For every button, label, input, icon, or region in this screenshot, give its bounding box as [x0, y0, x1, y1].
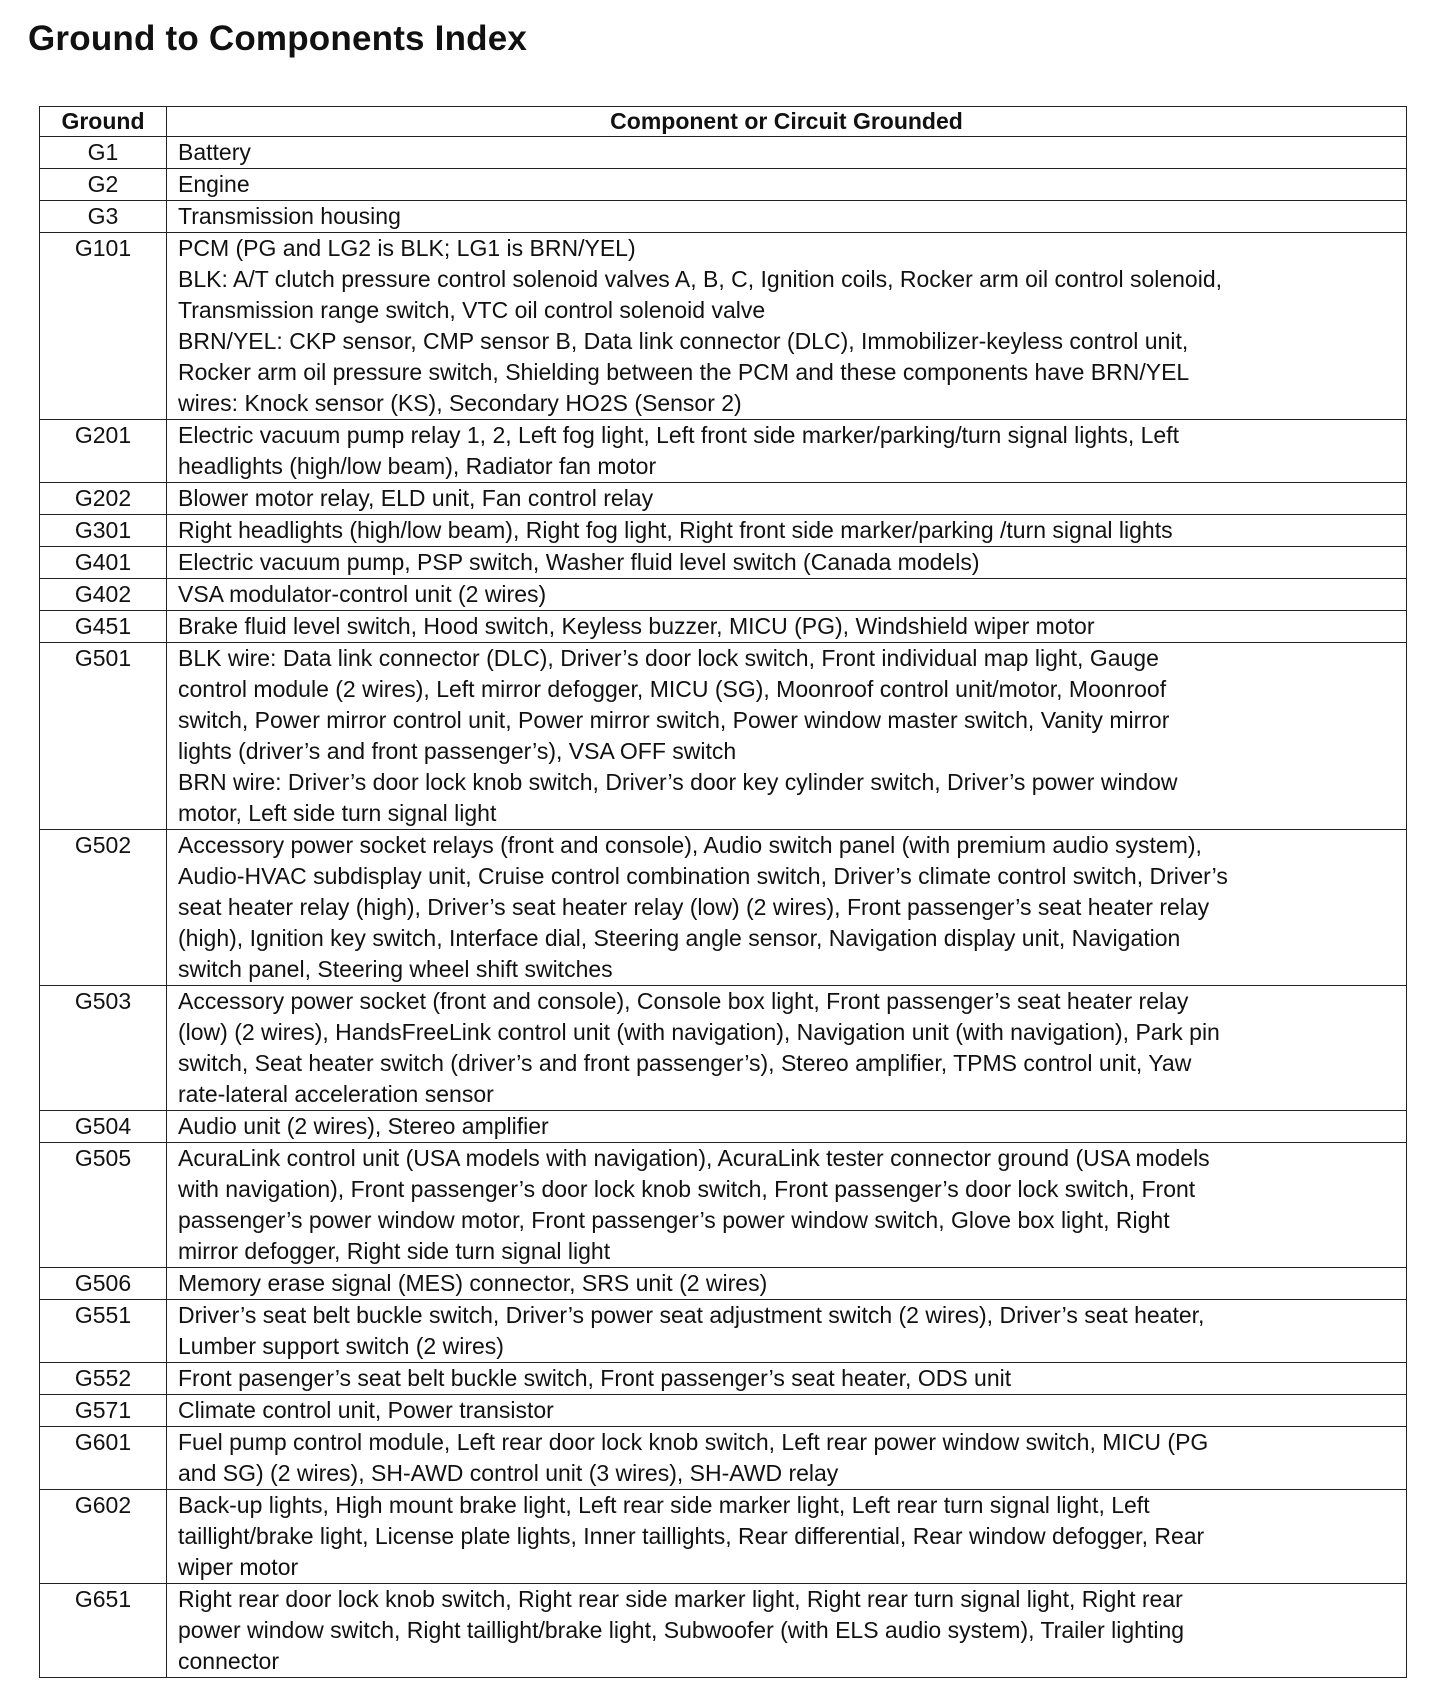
component-line: Accessory power socket relays (front and console), Audio switch panel (with premium audio system),	[178, 832, 1202, 858]
component-line: taillight/brake light, License plate lights, Inner taillights, Rear differential, Rear window defogger, Rear	[178, 1523, 1205, 1549]
component-line: (high), Ignition key switch, Interface dial, Steering angle sensor, Navigation display unit, Navigation	[178, 925, 1181, 951]
component-line: power window switch, Right taillight/brake light, Subwoofer (with ELS audio system), Trailer lighting	[178, 1617, 1185, 1643]
components-cell	[167, 1395, 1407, 1427]
components-cell	[167, 1584, 1407, 1678]
component-line: wires: Knock sensor (KS), Secondary HO2S (Sensor 2)	[178, 390, 742, 416]
component-line: and SG) (2 wires), SH-AWD control unit (3 wires), SH-AWD relay	[178, 1460, 839, 1486]
table-row	[40, 1300, 1407, 1363]
table-row	[40, 1268, 1407, 1300]
component-line: Back-up lights, High mount brake light, Left rear side marker light, Left rear turn signal light, Left	[178, 1492, 1150, 1518]
component-line: Electric vacuum pump relay 1, 2, Left fog light, Left front side marker/parking/turn signal lights, Left	[178, 422, 1179, 448]
components-cell	[167, 515, 1407, 547]
table-row	[40, 420, 1407, 483]
components-cell	[167, 420, 1407, 483]
component-line: Battery	[178, 139, 251, 165]
components-cell	[167, 1427, 1407, 1490]
ground-id-cell: G3	[40, 201, 167, 233]
table-row	[40, 547, 1407, 579]
components-cell	[167, 1143, 1407, 1268]
component-line: rate-lateral acceleration sensor	[178, 1081, 494, 1107]
component-line: Front pasenger’s seat belt buckle switch, Front passenger’s seat heater, ODS unit	[178, 1365, 1012, 1391]
components-cell	[167, 1268, 1407, 1300]
components-cell	[167, 201, 1407, 233]
ground-id-cell: G602	[40, 1490, 167, 1584]
component-line: switch panel, Steering wheel shift switches	[178, 956, 613, 982]
component-line: Electric vacuum pump, PSP switch, Washer fluid level switch (Canada models)	[178, 549, 980, 575]
component-line: VSA modulator-control unit (2 wires)	[178, 581, 547, 607]
ground-column-header: Ground	[40, 107, 167, 137]
component-line: Lumber support switch (2 wires)	[178, 1333, 504, 1359]
components-cell	[167, 830, 1407, 986]
component-line: Driver’s seat belt buckle switch, Driver’s power seat adjustment switch (2 wires), Driver’s seat heater,	[178, 1302, 1205, 1328]
table-row	[40, 611, 1407, 643]
components-cell	[167, 643, 1407, 830]
components-cell	[167, 547, 1407, 579]
table-row	[40, 1490, 1407, 1584]
component-line: with navigation), Front passenger’s door lock knob switch, Front passenger’s door lock switch, Front	[178, 1176, 1196, 1202]
component-line: Right rear door lock knob switch, Right rear side marker light, Right rear turn signal light, Right rear	[178, 1586, 1183, 1612]
component-line: Audio-HVAC subdisplay unit, Cruise control combination switch, Driver’s climate control switch, Driver’s	[178, 863, 1228, 889]
table-row	[40, 643, 1407, 830]
component-line: Engine	[178, 171, 250, 197]
components-cell	[167, 579, 1407, 611]
table-row	[40, 830, 1407, 986]
ground-id-cell: G202	[40, 483, 167, 515]
ground-id-cell: G651	[40, 1584, 167, 1678]
component-line: PCM (PG and LG2 is BLK; LG1 is BRN/YEL)	[178, 235, 636, 261]
ground-id-cell: G201	[40, 420, 167, 483]
table-row	[40, 515, 1407, 547]
table-row	[40, 579, 1407, 611]
component-line: Brake fluid level switch, Hood switch, Keyless buzzer, MICU (PG), Windshield wiper motor	[178, 613, 1095, 639]
table-row	[40, 201, 1407, 233]
table-row	[40, 1111, 1407, 1143]
table-row	[40, 1363, 1407, 1395]
component-line: switch, Power mirror control unit, Power mirror switch, Power window master switch, Vanity mirror	[178, 707, 1170, 733]
component-line: motor, Left side turn signal light	[178, 800, 497, 826]
component-line: Climate control unit, Power transistor	[178, 1397, 554, 1423]
ground-index-table	[39, 106, 1407, 1678]
component-line: Rocker arm oil pressure switch, Shielding between the PCM and these components have BRN/YEL	[178, 359, 1190, 385]
table-row	[40, 483, 1407, 515]
table-row	[40, 1143, 1407, 1268]
table-row	[40, 169, 1407, 201]
table-row	[40, 137, 1407, 169]
component-line: seat heater relay (high), Driver’s seat heater relay (low) (2 wires), Front passenger’s seat heater relay	[178, 894, 1210, 920]
ground-id-cell: G502	[40, 830, 167, 986]
components-cell	[167, 611, 1407, 643]
component-line: control module (2 wires), Left mirror defogger, MICU (SG), Moonroof control unit/motor, Moonroof	[178, 676, 1167, 702]
table-row	[40, 1395, 1407, 1427]
components-column-header: Component or Circuit Grounded	[167, 107, 1407, 137]
components-cell	[167, 169, 1407, 201]
component-line: BRN wire: Driver’s door lock knob switch, Driver’s door key cylinder switch, Driver’s power window	[178, 769, 1178, 795]
components-cell	[167, 986, 1407, 1111]
ground-id-cell: G1	[40, 137, 167, 169]
ground-id-cell: G505	[40, 1143, 167, 1268]
ground-id-cell: G501	[40, 643, 167, 830]
component-line: switch, Seat heater switch (driver’s and front passenger’s), Stereo amplifier, TPMS control unit, Yaw	[178, 1050, 1192, 1076]
component-line: lights (driver’s and front passenger’s), VSA OFF switch	[178, 738, 737, 764]
table-row	[40, 1427, 1407, 1490]
page-title: Ground to Components Index	[28, 19, 528, 58]
ground-id-cell: G503	[40, 986, 167, 1111]
components-cell	[167, 483, 1407, 515]
ground-id-cell: G451	[40, 611, 167, 643]
component-line: AcuraLink control unit (USA models with navigation), AcuraLink tester connector ground (USA models	[178, 1145, 1210, 1171]
ground-id-cell: G401	[40, 547, 167, 579]
component-line: headlights (high/low beam), Radiator fan motor	[178, 453, 657, 479]
table-header-row	[40, 107, 1407, 137]
component-line: connector	[178, 1648, 280, 1674]
components-cell	[167, 1111, 1407, 1143]
ground-id-cell: G506	[40, 1268, 167, 1300]
component-line: Accessory power socket (front and console), Console box light, Front passenger’s seat heater relay	[178, 988, 1189, 1014]
component-line: Transmission housing	[178, 203, 401, 229]
ground-id-cell: G552	[40, 1363, 167, 1395]
component-line: Audio unit (2 wires), Stereo amplifier	[178, 1113, 549, 1139]
component-line: mirror defogger, Right side turn signal light	[178, 1238, 611, 1264]
component-line: Blower motor relay, ELD unit, Fan control relay	[178, 485, 654, 511]
component-line: Fuel pump control module, Left rear door lock knob switch, Left rear power window switch, MICU (PG	[178, 1429, 1209, 1455]
component-line: (low) (2 wires), HandsFreeLink control unit (with navigation), Navigation unit (with navigation), Park pin	[178, 1019, 1220, 1045]
ground-id-cell: G101	[40, 233, 167, 420]
table-row	[40, 233, 1407, 420]
component-line: Transmission range switch, VTC oil control solenoid valve	[178, 297, 766, 323]
table-body	[40, 137, 1407, 1678]
components-cell	[167, 1363, 1407, 1395]
components-cell	[167, 137, 1407, 169]
component-line: Right headlights (high/low beam), Right fog light, Right front side marker/parking /turn signal lights	[178, 517, 1173, 543]
ground-id-cell: G571	[40, 1395, 167, 1427]
component-line: BLK wire: Data link connector (DLC), Driver’s door lock switch, Front individual map light, Gauge	[178, 645, 1159, 671]
ground-id-cell: G2	[40, 169, 167, 201]
component-line: BRN/YEL: CKP sensor, CMP sensor B, Data link connector (DLC), Immobilizer-keyless control unit,	[178, 328, 1189, 354]
components-cell	[167, 1490, 1407, 1584]
table-row	[40, 1584, 1407, 1678]
table-row	[40, 986, 1407, 1111]
component-line: BLK: A/T clutch pressure control solenoid valves A, B, C, Ignition coils, Rocker arm oil control solenoid,	[178, 266, 1223, 292]
component-line: passenger’s power window motor, Front passenger’s power window switch, Glove box light, Right	[178, 1207, 1170, 1233]
ground-id-cell: G601	[40, 1427, 167, 1490]
components-cell	[167, 1300, 1407, 1363]
component-line: Memory erase signal (MES) connector, SRS unit (2 wires)	[178, 1270, 768, 1296]
ground-id-cell: G402	[40, 579, 167, 611]
component-line: wiper motor	[178, 1554, 299, 1580]
ground-id-cell: G504	[40, 1111, 167, 1143]
components-cell	[167, 233, 1407, 420]
ground-id-cell: G301	[40, 515, 167, 547]
ground-id-cell: G551	[40, 1300, 167, 1363]
